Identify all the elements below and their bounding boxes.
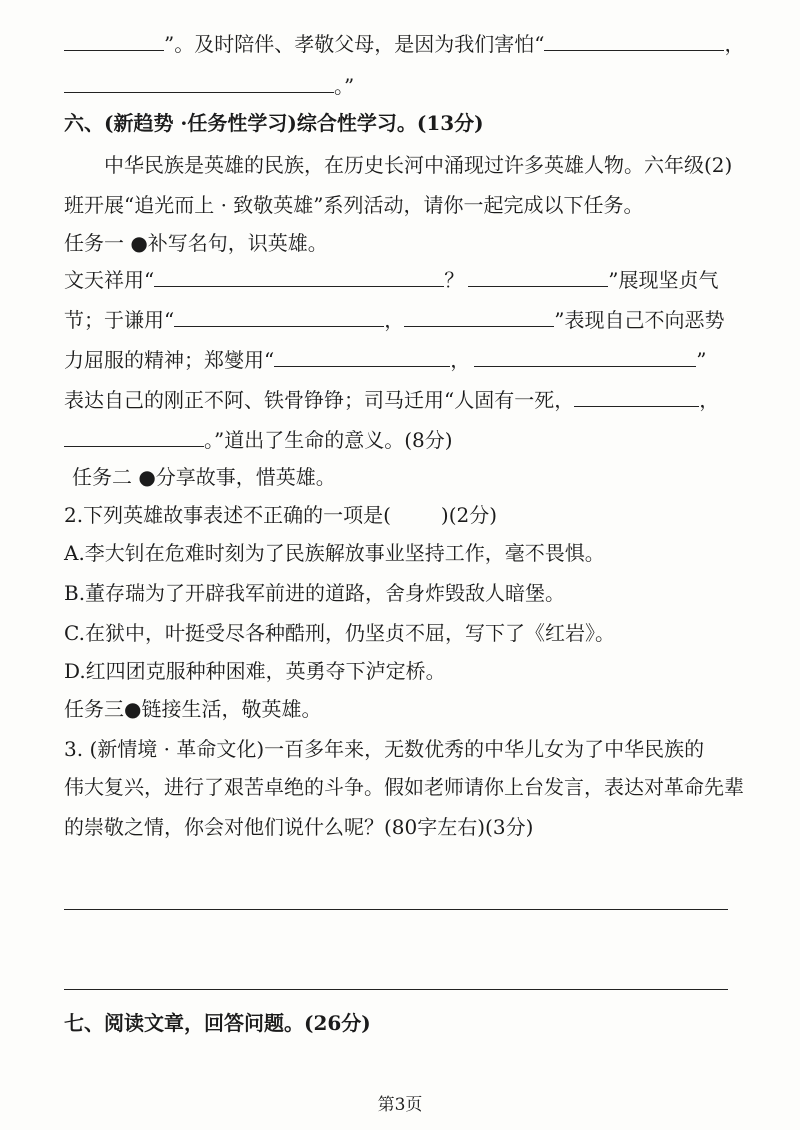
answer-blank[interactable]: [64, 70, 334, 93]
text: ，: [450, 348, 471, 372]
question-3-line-2: 伟大复兴，进行了艰苦卓绝的斗争。假如老师请你上台发言，表达对革命先辈: [64, 775, 744, 799]
task-1-row-4: [64, 384, 736, 415]
section-6-intro-2: 班开展“追光而上 · 致敬英雄”系列活动，请你一起完成以下任务。: [64, 193, 644, 217]
text: 2.下列英雄故事表述不正确的一项是(: [64, 503, 391, 527]
answer-line[interactable]: [64, 909, 728, 910]
top-line-1: [64, 28, 745, 59]
option-a: A.李大钊在危难时刻为了民族解放事业坚持工作，毫不畏惧。: [64, 541, 605, 565]
text: ”: [696, 348, 707, 372]
answer-line[interactable]: [64, 989, 728, 990]
answer-blank[interactable]: [404, 304, 554, 327]
answer-blank[interactable]: [154, 264, 444, 287]
question-3-line-3: 的崇敬之情，你会对他们说什么呢？(80字左右)(3分): [64, 815, 534, 839]
answer-blank[interactable]: [468, 264, 608, 287]
answer-blank[interactable]: [174, 304, 384, 327]
option-d: D.红四团克服种种困难，英勇夺下泸定桥。: [64, 659, 446, 683]
text: ，: [724, 32, 745, 56]
task-1-title: 任务一 ●补写名句，识英雄。: [64, 231, 328, 255]
text: 。”: [334, 74, 355, 98]
text: ”。及时陪伴、孝敬父母，是因为我们害怕“: [164, 32, 545, 56]
text: )(2分): [440, 503, 498, 527]
answer-blank[interactable]: [574, 384, 699, 407]
top-line-2: [64, 70, 736, 101]
answer-blank[interactable]: [64, 28, 164, 51]
answer-blank[interactable]: [544, 28, 724, 51]
text: 。”道出了生命的意义。(8分): [204, 428, 453, 452]
task-1-row-5: [64, 424, 736, 455]
text: 文天祥用“: [64, 268, 155, 292]
answer-blank[interactable]: [64, 424, 204, 447]
task-1-row-1: [64, 264, 736, 295]
text: ，: [384, 308, 405, 332]
section-6-heading: 六、(新趋势 ·任务性学习)综合性学习。(13分): [64, 111, 484, 135]
task-3-title: 任务三●链接生活，敬英雄。: [64, 697, 322, 721]
text: 表达自己的刚正不阿、铁骨铮铮；司马迁用“人固有一死，: [64, 388, 575, 412]
text: ”表现自己不向恶势: [554, 308, 725, 332]
section-7-heading: 七、阅读文章，回答问题。(26分): [64, 1011, 371, 1035]
task-1-row-3: [64, 344, 736, 375]
text: ”展现坚贞气: [608, 268, 719, 292]
option-c: C.在狱中，叶挺受尽各种酷刑，仍坚贞不屈，写下了《红岩》。: [64, 621, 615, 645]
text: ？: [444, 268, 465, 292]
question-3-line-1: 3. (新情境 · 革命文化)一百多年来，无数优秀的中华儿女为了中华民族的: [64, 737, 705, 761]
option-b: B.董存瑞为了开辟我军前进的道路，舍身炸毁敌人暗堡。: [64, 581, 566, 605]
task-1-row-2: [64, 304, 736, 335]
question-2: [64, 500, 736, 530]
task-2-title: 任务二 ●分享故事，惜英雄。: [72, 465, 336, 489]
text: 节；于谦用“: [64, 308, 175, 332]
section-6-intro-1: 中华民族是英雄的民族，在历史长河中涌现过许多英雄人物。六年级(2): [104, 153, 733, 177]
answer-blank[interactable]: [274, 344, 450, 367]
page-number: 第3页: [377, 1095, 423, 1115]
text: ，: [699, 388, 720, 412]
text: 力屈服的精神；郑燮用“: [64, 348, 275, 372]
answer-blank[interactable]: [474, 344, 696, 367]
